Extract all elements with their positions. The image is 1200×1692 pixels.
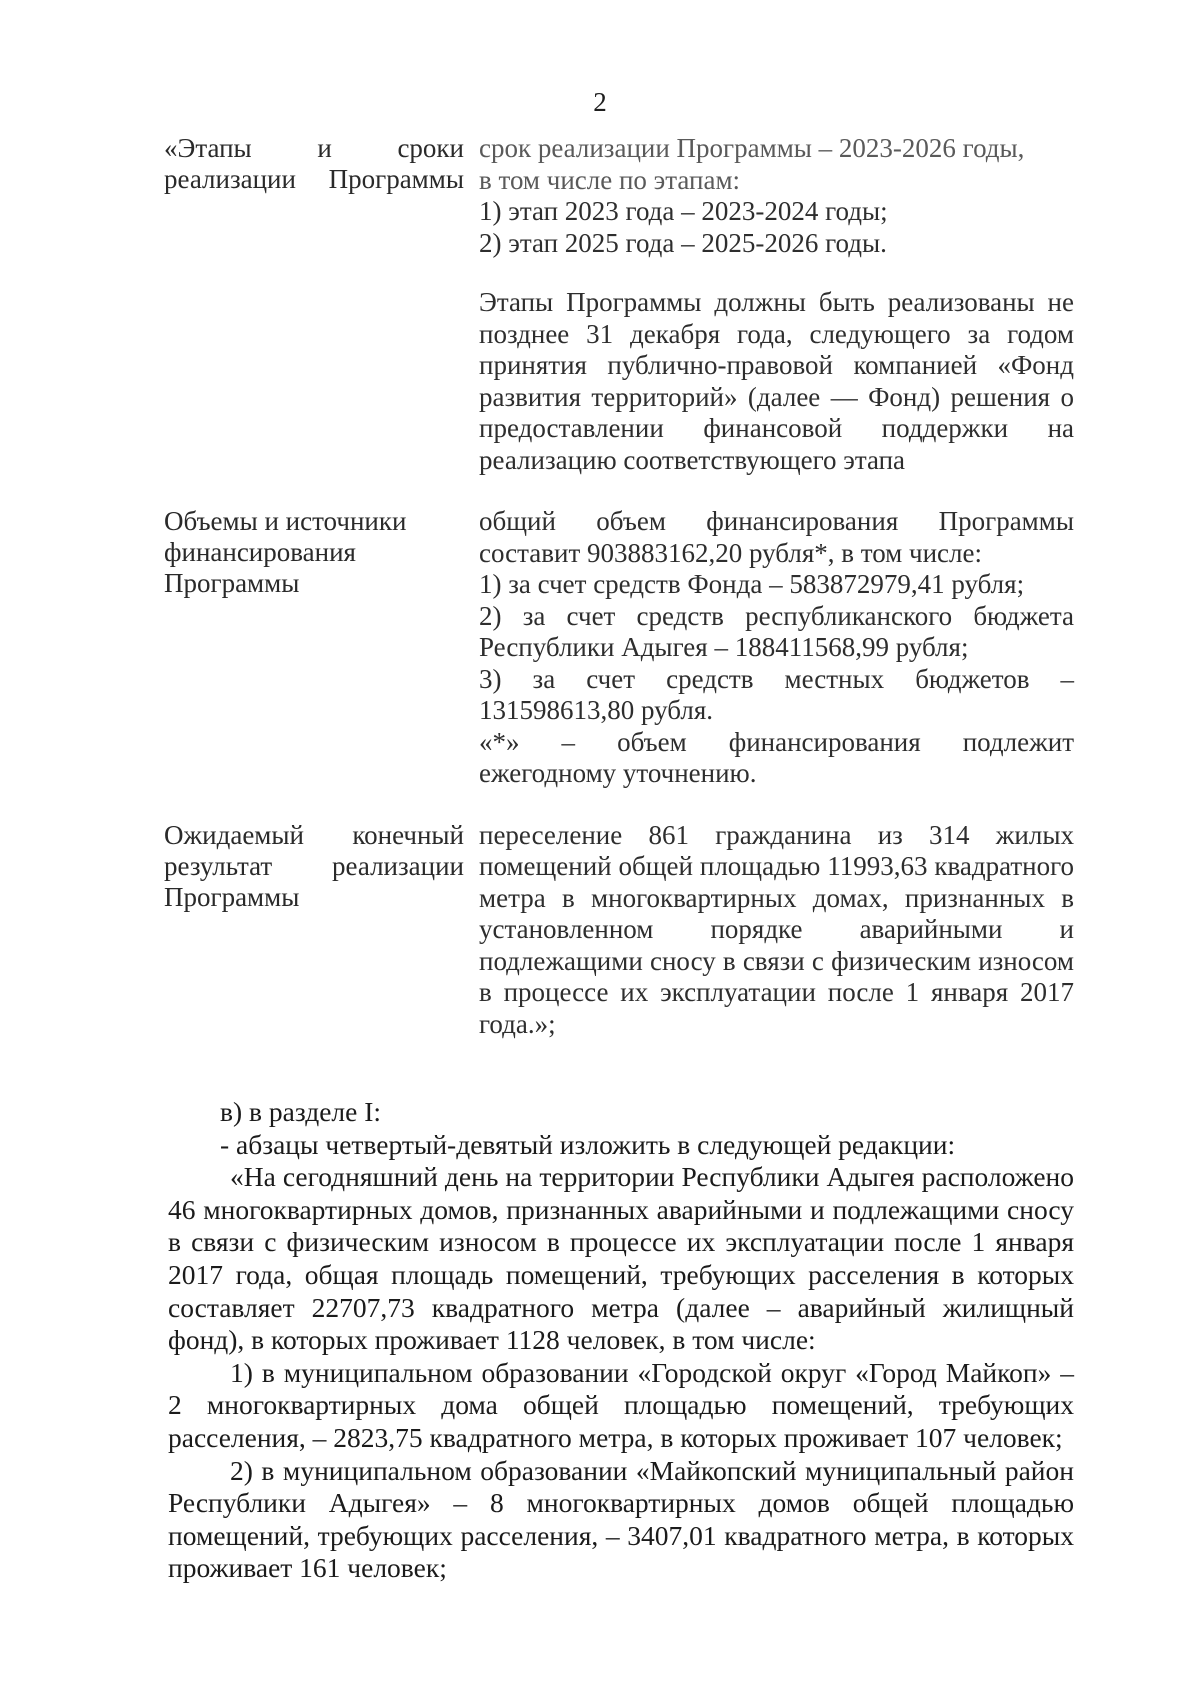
row-value-funding bbox=[479, 506, 1074, 790]
result-text: переселение 861 гражданина из 314 жилых помещений общей площадью 11993,63 квадратного метра в многоквартирных домах, признанных в установленном порядке аварийными и подлежащими сносу в связи с физическим износом в процессе их эксплуатации после 1 января 2017 года.»; bbox=[479, 819, 1074, 1039]
row-label-result: Ожидаемый конечный результат реализации Программы bbox=[164, 819, 464, 912]
passport-row-stages bbox=[164, 133, 1074, 476]
funding-total: общий объем финансирования Программы составит 903883162,20 рубля*, в том числе: bbox=[479, 506, 1074, 568]
section-amendment-heading: в) в разделе I: bbox=[220, 1096, 381, 1127]
funding-republic-budget: 2) за счет средств республиканского бюджета Республики Адыгея – 188411568,99 рубля; bbox=[479, 600, 1074, 662]
amendment-instruction: - абзацы четвертый-девятый изложить в следующей редакции: bbox=[220, 1128, 956, 1160]
stages-line-1: срок реализации Программы – 2023-2026 годы, bbox=[479, 133, 1025, 163]
stages-line-4: 2) этап 2025 года – 2025-2026 годы. bbox=[479, 227, 887, 258]
stages-deadline-paragraph: Этапы Программы должны быть реализованы не позднее 31 декабря года, следующего за годом принятия публично-правовой компанией «Фонд развития территорий» (далее — Фонд) решения о предоставлении финансовой поддержки на реализацию соответствующего этапа bbox=[479, 287, 1074, 475]
document-body bbox=[168, 1096, 1074, 1585]
stages-line-3: 1) этап 2023 года – 2023-2024 годы; bbox=[479, 196, 888, 226]
row-label-stages: «Этапы и сроки реализации Программы bbox=[164, 133, 464, 194]
passport-row-funding bbox=[164, 506, 1074, 790]
amendment-paragraph-maikop-district: 2) в муниципальном образовании «Майкопский муниципальный район Республики Адыгея» – 8 многоквартирных домов общей площадью помещений, требующих расселения, – 3407,01 квадратного метра, в которых проживает 161 человек; bbox=[168, 1454, 1074, 1584]
funding-footnote: «*» – объем финансирования подлежит ежегодному уточнению. bbox=[479, 726, 1074, 788]
amendment-paragraph-maikop-city: 1) в муниципальном образовании «Городской округ «Город Майкоп» – 2 многоквартирных дома общей площадью помещений, требующих расселения, – 2823,75 квадратного метра, в которых проживает 107 человек; bbox=[168, 1356, 1074, 1453]
amendment-paragraph-overview: «На сегодняшний день на территории Республики Адыгея расположено 46 многоквартирных домов, признанных аварийными и подлежащими сносу в связи с физическим износом в процессе их эксплуатации после 1 января 2017 года, общая площадь помещений, требующих расселения в которых составляет 22707,73 квадратного метра (далее – аварийный жилищный фонд), в которых проживает 1128 человек, в том числе: bbox=[168, 1161, 1074, 1356]
row-value-stages bbox=[479, 133, 1074, 476]
row-label-funding: Объемы и источники финансирования Программы bbox=[164, 506, 407, 598]
funding-fund-source: 1) за счет средств Фонда – 583872979,41 рубля; bbox=[479, 569, 1025, 599]
stages-line-2: в том числе по этапам: bbox=[479, 164, 741, 195]
funding-local-budgets: 3) за счет средств местных бюджетов – 131598613,80 рубля. bbox=[479, 663, 1074, 725]
program-passport-table bbox=[164, 133, 1074, 1070]
row-value-result bbox=[479, 820, 1074, 1041]
page-number: 2 bbox=[593, 87, 607, 117]
passport-row-result bbox=[164, 820, 1074, 1041]
